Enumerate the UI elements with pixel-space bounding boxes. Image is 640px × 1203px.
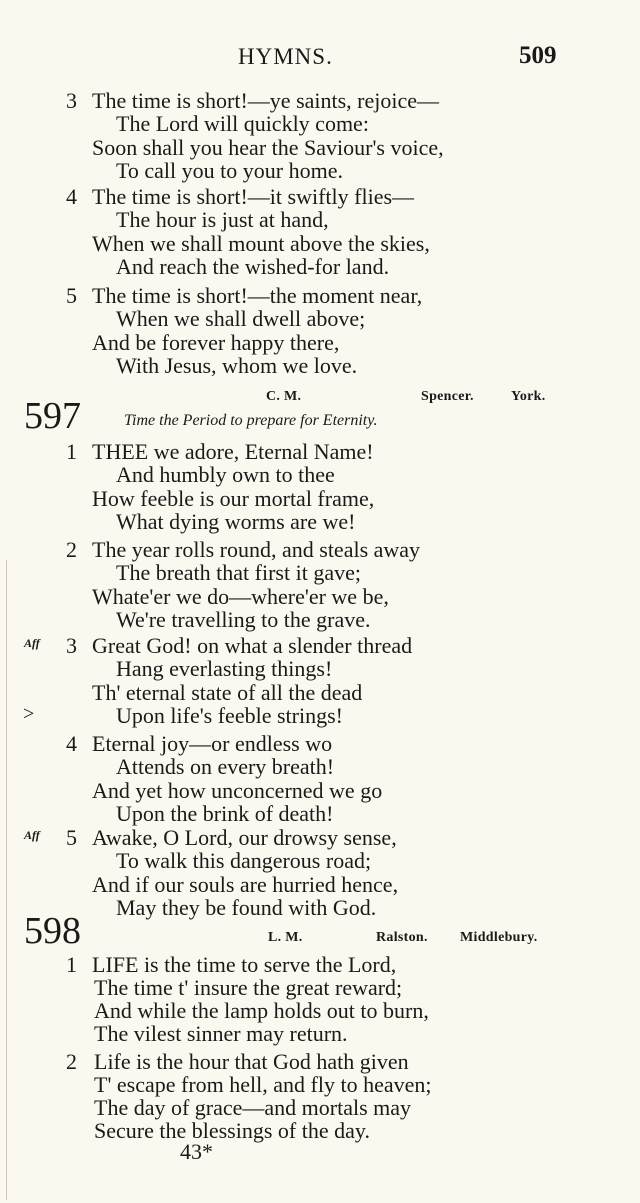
verse-line: The time is short!—ye saints, rejoice— <box>92 88 440 113</box>
verse-line: T' escape from hell, and fly to heaven; <box>94 1072 432 1097</box>
verse-line: And yet how unconcerned we go <box>92 778 383 803</box>
page-number: 509 <box>519 42 557 69</box>
verse-line: Upon the brink of death! <box>116 801 334 826</box>
tune-name: York. <box>511 389 546 404</box>
verse-line: To walk this dangerous road; <box>116 848 372 873</box>
meter: C. M. <box>266 389 302 404</box>
verse-line: We're travelling to the grave. <box>116 607 371 632</box>
verse-line: And humbly own to thee <box>116 462 335 487</box>
verse-number: 5 <box>66 825 77 850</box>
signature-mark: 43* <box>180 1139 213 1164</box>
verse-line: And while the lamp holds out to burn, <box>94 998 429 1023</box>
verse-line: With Jesus, whom we love. <box>116 353 358 378</box>
verse-line: Life is the hour that God hath given <box>94 1049 409 1074</box>
verse-number: 3 <box>66 88 77 113</box>
verse-line: What dying worms are we! <box>116 509 356 534</box>
verse-line: Great God! on what a slender thread <box>92 633 413 658</box>
verse-line: How feeble is our mortal frame, <box>92 486 375 511</box>
performance-mark: Aff <box>24 828 40 842</box>
verse-line: Soon shall you hear the Saviour's voice, <box>92 135 444 160</box>
verse-line: LIFE is the time to serve the Lord, <box>92 952 397 977</box>
verse-number: 4 <box>66 731 77 756</box>
page-edge-rule <box>6 560 7 1200</box>
hymn-title: Time the Period to prepare for Eternity. <box>124 412 378 429</box>
verse-line: Secure the blessings of the day. <box>94 1118 370 1143</box>
performance-mark: Aff <box>24 636 40 650</box>
hymn-number: 597 <box>24 395 81 437</box>
verse-line: May they be found with God. <box>116 895 377 920</box>
verse-line: Attends on every breath! <box>116 754 335 779</box>
verse-line: And be forever happy there, <box>92 330 340 355</box>
verse-line: The day of grace—and mortals may <box>94 1095 412 1120</box>
verse-line: Whate'er we do—where'er we be, <box>92 584 389 609</box>
diminuendo-mark: > <box>23 703 35 725</box>
verse-number: 3 <box>66 633 77 658</box>
verse-line: THEE we adore, Eternal Name! <box>92 439 374 464</box>
verse-line: The time is short!—it swiftly flies— <box>92 184 415 209</box>
tune-name: Spencer. <box>421 389 474 404</box>
hymn-number: 598 <box>24 910 81 952</box>
verse-line: The breath that first it gave; <box>116 560 361 585</box>
verse-line: When we shall mount above the skies, <box>92 231 430 256</box>
verse-number: 1 <box>66 952 77 977</box>
verse-line: The vilest sinner may return. <box>94 1021 348 1046</box>
verse-line: Hang everlasting things! <box>116 656 333 681</box>
tune-name: Ralston. <box>376 930 428 945</box>
verse-number: 2 <box>66 537 77 562</box>
verse-number: 1 <box>66 439 77 464</box>
verse-number: 5 <box>66 283 77 308</box>
verse-line: Th' eternal state of all the dead <box>92 680 363 705</box>
verse-number: 2 <box>66 1049 77 1074</box>
verse-line: Upon life's feeble strings! <box>116 703 343 728</box>
verse-line: And if our souls are hurried hence, <box>92 872 399 897</box>
verse-line: Eternal joy—or endless wo <box>92 731 333 756</box>
verse-line: The time t' insure the great reward; <box>94 975 403 1000</box>
verse-line: When we shall dwell above; <box>116 306 366 331</box>
verse-line: To call you to your home. <box>116 158 343 183</box>
verse-line: The Lord will quickly come: <box>116 111 369 136</box>
verse-line: The hour is just at hand, <box>116 207 329 232</box>
verse-line: The time is short!—the moment near, <box>92 283 423 308</box>
tune-name: Middlebury. <box>460 930 538 945</box>
meter: L. M. <box>268 930 303 945</box>
verse-number: 4 <box>66 184 77 209</box>
verse-line: Awake, O Lord, our drowsy sense, <box>92 825 397 850</box>
verse-line: The year rolls round, and steals away <box>92 537 421 562</box>
running-title: HYMNS. <box>238 44 333 69</box>
verse-line: And reach the wished-for land. <box>116 254 390 279</box>
